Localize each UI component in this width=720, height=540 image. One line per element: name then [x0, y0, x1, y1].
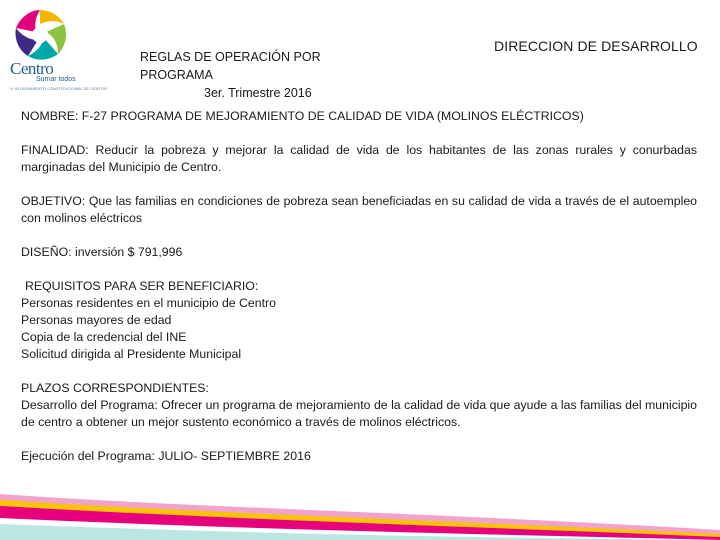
execution-period: Ejecución del Programa: JULIO- SEPTIEMBRE 2016: [21, 449, 311, 463]
centro-logo: [4, 6, 107, 94]
deadlines-text: Desarrollo del Programa: Ofrecer un programa de mejoramiento de la calidad de vida que ayude a las familias del municipio de centro a obtener un mejor sustento económico a través de molinos eléctricos.: [21, 398, 697, 429]
department-heading: DIRECCION DE DESARROLLO: [494, 38, 698, 54]
requirement-item: Personas residentes en el municipio de Centro: [21, 296, 276, 310]
document-title: [140, 48, 390, 102]
title-line-2: 3er. Trimestre 2016: [204, 86, 312, 100]
centro-emblem-icon: [10, 6, 70, 62]
requirement-item: Personas mayores de edad: [21, 313, 172, 327]
logo-wordmark: Centro: [10, 59, 54, 78]
requirements-title: REQUISITOS PARA SER BENEFICIARIO:: [25, 279, 259, 293]
requirement-item: Copia de la credencial del INE: [21, 330, 187, 344]
logo-tagline: H. AYUNTAMIENTO CONSTITUCIONAL DE CENTRO: [10, 86, 107, 91]
program-name: NOMBRE: F-27 PROGRAMA DE MEJORAMIENTO DE CALIDAD DE VIDA (MOLINOS ELÉCTRICOS): [21, 109, 584, 123]
footer-wave-decoration: [0, 490, 720, 540]
program-purpose: FINALIDAD: Reducir la pobreza y mejorar la calidad de vida de los habitantes de las zonas rurales y conurbadas marginadas del Municipio de Centro.: [21, 143, 697, 174]
title-line-1: REGLAS DE OPERACIÓN POR PROGRAMA: [140, 50, 321, 82]
deadlines-title: PLAZOS CORRESPONDIENTES:: [21, 381, 209, 395]
program-design: DISEÑO: inversión $ 791,996: [21, 245, 183, 259]
requirement-item: Solicitud dirigida al Presidente Municipal: [21, 347, 242, 361]
document-body: [21, 108, 697, 465]
program-objective: OBJETIVO: Que las familias en condiciones de pobreza sean beneficiadas en su calidad de vida a través de el autoempleo con molinos eléctricos: [21, 194, 697, 225]
logo-subtitle: Sumar todos: [36, 76, 76, 83]
